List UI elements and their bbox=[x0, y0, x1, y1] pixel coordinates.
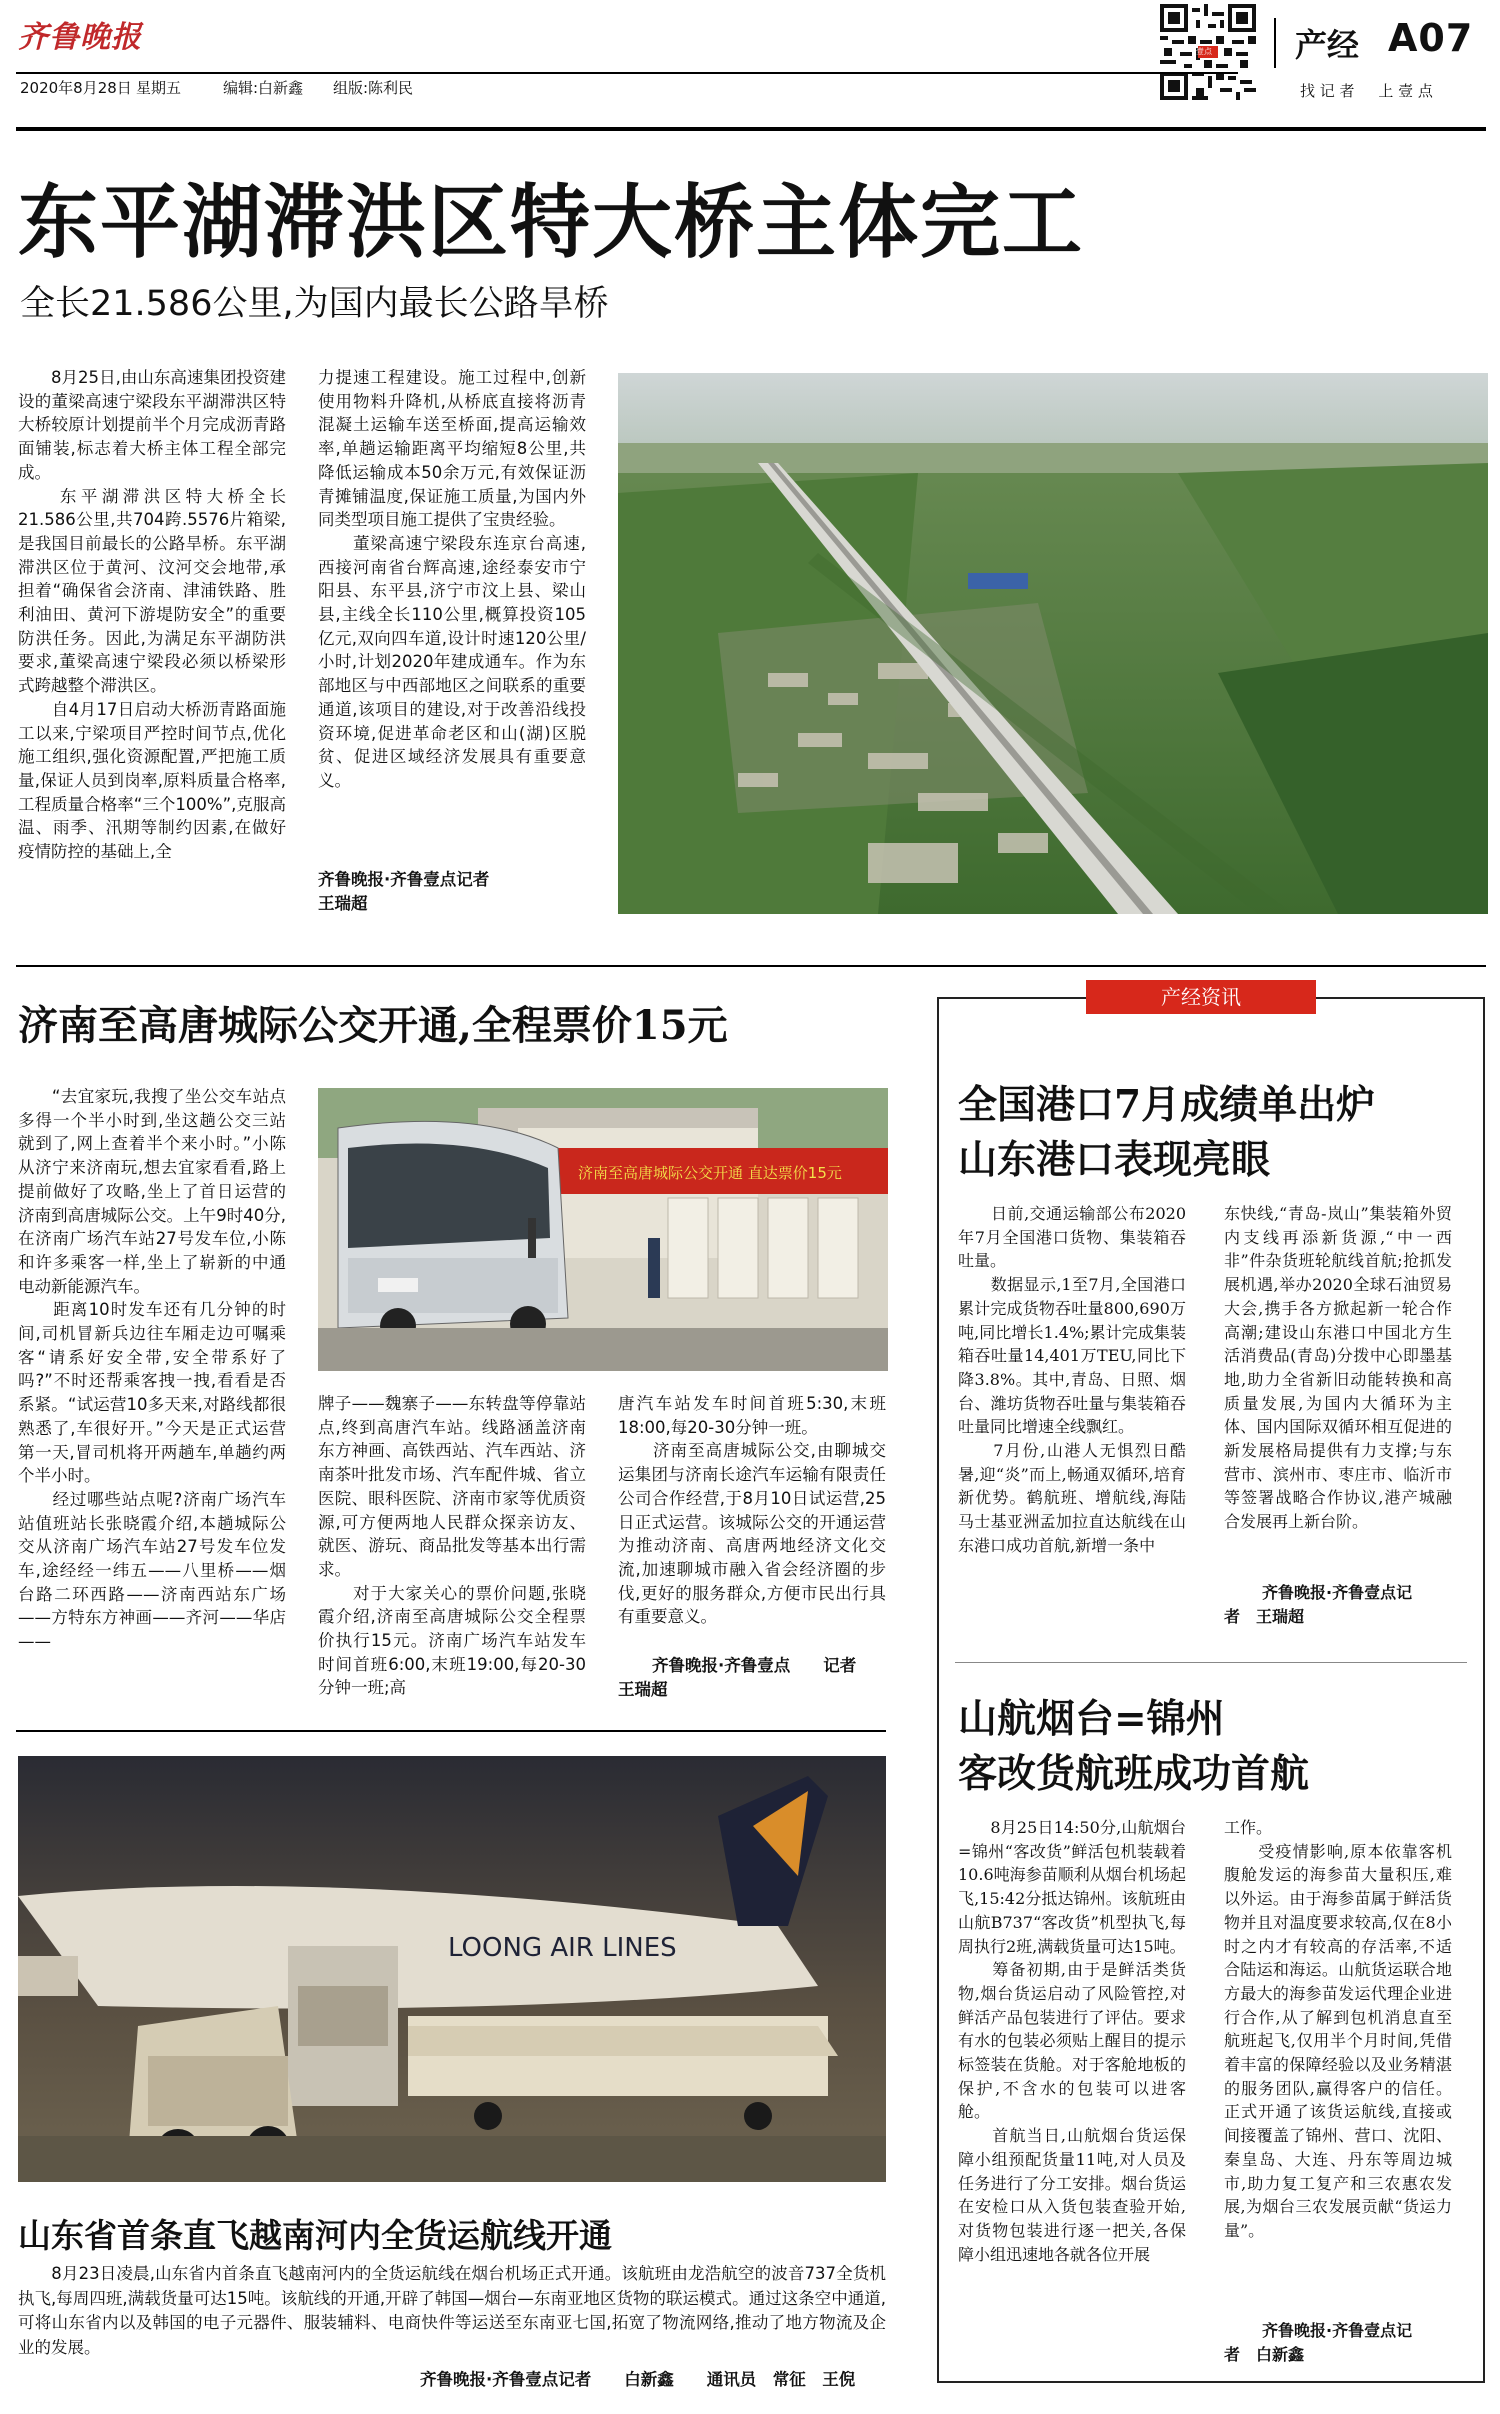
bus-column-1: “去宜家玩,我搜了坐公交车站点多得一个半小时到,坐这趟公交三站就到了,网上查着半个来小时。”小陈从济宁来济南玩,想去宜家看看,路上提前做好了攻略,坐上了首日运营的济南到高唐城际公交。上午9时40分,在济南广场汽车站27号发车位,小陈和许多乘客一样,坐上了崭新的中通电动新能源汽车。 距离10时发车还有几分钟的时间,司机冒新兵边往车厢走边可嘱乘客“请系好安全带,安全带系好了吗?”不时还帮乘客拽一拽,看看是否系紧。“试运营10多天来,对路线都很熟悉了,车很好开。”今天是正式运营第一天,冒司机将开两趟车,单趟约两个半小时。 经过哪些站点呢?济南广场汽车站值班站长张晓霞介绍,本趟城际公交从济南广场汽车站27号发车位发车,途经经一纬五——八里桥——烟台路二环西路——济南西站东广场——方特东方神画——齐河——华店—— bbox=[18, 1087, 286, 1652]
plane-livery: LOONG AIR LINES bbox=[448, 1933, 677, 1963]
air-headline-line2: 客改货航班成功首航 bbox=[958, 1751, 1310, 1797]
air-column-1: 8月25日14:50分,山航烟台=锦州“客改货”鲜活包机装载着10.6吨海参苗顺利从烟台机场起飞,15:42分抵达锦州。该航班由山航B737“客改货”机型执飞,每周执行2班,满载货量可达15吨。 筹备初期,由于是鲜活类货物,烟台货运启动了风险管控,对鲜活产品包装进行了评估。要求有水的包装必须贴上醒目的提示标签装在货舱。对于客舱地板的保护,不含水的包装可以进客舱。 首航当日,山航烟台货运保障小组预配货量11吨,对人员及任务进行了分工安排。烟台货运在安检口从入货包装查验开始,对货物包装进行逐一把关,各保障小组迅速地各就各位开展 bbox=[958, 1818, 1186, 2264]
section-rule-2 bbox=[16, 1730, 886, 1732]
air-byline: 齐鲁晚报·齐鲁壹点记 bbox=[1262, 2321, 1413, 2340]
masthead-divider bbox=[1274, 18, 1276, 68]
bridge-aerial-photo bbox=[618, 373, 1488, 914]
bus-byline-name: 王瑞超 bbox=[618, 1680, 668, 1699]
news-divider bbox=[955, 1662, 1467, 1663]
air-column-2: 工作。 受疫情影响,原本依靠客机腹舱发运的海参苗大量积压,难以外运。由于海参苗属于鲜活货物并且对温度要求较高,仅在8小时之内才有较高的存活率,不适合陆运和海运。山航货运联合地方最大的海参苗发运代理企业进行合作,从了解到包机消息直至航班起飞,仅用半个月时间,凭借着丰富的保障经验以及业务精湛的服务团队,赢得客户的信任。正式开通了该货运航线,直接或间接覆盖了锦州、营口、沈阳、秦皇岛、大连、丹东等周边城市,助力复工复产和三农惠农发展,为烟台三农发展贡献“货运力量”。 bbox=[1224, 1818, 1452, 2240]
section-rule-1 bbox=[16, 965, 1486, 967]
news-label-text: 产经资讯 bbox=[1161, 985, 1241, 1009]
bus-byline: 齐鲁晚报·齐鲁壹点 记者 bbox=[652, 1656, 857, 1675]
top-rule bbox=[16, 127, 1486, 131]
port-headline-line1: 全国港口7月成绩单出炉 bbox=[958, 1082, 1376, 1128]
news-label-tab bbox=[1086, 980, 1316, 1014]
masthead-rule bbox=[16, 72, 1238, 74]
qr-code[interactable] bbox=[1160, 4, 1256, 100]
lead-column-2: 力提速工程建设。施工过程中,创新使用物料升降机,从桥底直接将沥青混凝土运输车送至桥面,提高运输效率,单趟运输距离平均缩短8公里,共降低运输成本50余万元,有效保证沥青摊铺温度,保证施工质量,为国内外同类型项目施工提供了宝贵经验。 董梁高速宁梁段东连京台高速,西接河南省台辉高速,途经泰安市宁阳县、东平县,济宁市汶上县、梁山县,主线全长110公里,概算投资105亿元,双向四车道,设计时速120公里/小时,计划2020年建成通车。作为东部地区与中西部地区之间联系的重要通道,该项目的建设,对于改善沿线投资环境,促进革命老区和山(湖)区脱贫、促进区域经济发展具有重要意义。 bbox=[318, 368, 586, 790]
lead-column-1: 8月25日,由山东高速集团投资建设的董梁高速宁梁段东平湖滞洪区特大桥较原计划提前半个月完成沥青路面铺装,标志着大桥主体工程全部完成。 东平湖滞洪区特大桥全长21.586公里,共704跨.5576片箱梁,是我国目前最长的公路旱桥。东平湖滞洪区位于黄河、汶河交会地带,承担着“确保省会济南、津浦铁路、胜利油田、黄河下游堤防安全”的重要防洪任务。因此,为满足东平湖防洪要求,董梁高速宁梁段必须以桥梁形式跨越整个滞洪区。 自4月17日启动大桥沥青路面施工以来,宁梁项目严控时间节点,优化施工组织,强化资源配置,严把施工质量,保证人员到岗率,原料质量合格率,工程质量合格率“三个100%”,克服高温、雨季、汛期等制约因素,在做好疫情防控的基础上,全 bbox=[18, 368, 286, 862]
issue-weekday: 星期五 bbox=[136, 79, 182, 97]
masthead-slogan: 找 记 者 上 壹 点 bbox=[1300, 82, 1433, 100]
cargo-byline: 齐鲁晚报·齐鲁壹点记者 白新鑫 通讯员 常征 王倪 bbox=[420, 2370, 856, 2389]
issue-date: 2020年8月28日 bbox=[20, 79, 132, 97]
air-headline-line1: 山航烟台=锦州 bbox=[958, 1696, 1225, 1742]
bus-photo bbox=[318, 1088, 888, 1371]
port-byline-name: 者 王瑞超 bbox=[1224, 1607, 1305, 1626]
cargo-headline: 山东省首条直飞越南河内全货运航线开通 bbox=[18, 2216, 612, 2255]
port-column-2: 东快线,“青岛-岚山”集装箱外贸内支线再添新货源,“中一西非”件杂货班轮航线首航;抢抓发展机遇,举办2020全球石油贸易大会,携手各方掀起新一轮合作高潮;建设山东港口中国北方生活消费品(青岛)分拨中心即墨基地,助力全省新旧动能转换和高质量发展,为国内大循环为主体、国内国际双循环相互促进的新发展格局提供有力支撑;与东营市、滨州市、枣庄市、临沂市等签署战略合作协议,港产城融合发展再上新台阶。 bbox=[1224, 1204, 1452, 1532]
cargo-plane-photo bbox=[18, 1756, 886, 2182]
port-column-1: 日前,交通运输部公布2020年7月全国港口货物、集装箱吞吐量。 数据显示,1至7月,全国港口累计完成货物吞吐量800,690万吨,同比增长1.4%;累计完成集装箱吞吐量14,401万TEU,同比下降3.8%。其中,青岛、日照、烟台、潍坊货物吞吐量与集装箱吞吐量同比增速全线飘红。 7月份,山港人无惧烈日酷暑,迎“炎”而上,畅通双循环,培育新优势。鹤航班、增航线,海陆马士基亚洲孟加拉直达航线在山东港口成功首航,新增一条中 bbox=[958, 1204, 1186, 1555]
lead-byline: 齐鲁晚报·齐鲁壹点记者 bbox=[318, 870, 490, 889]
newspaper-logo: 齐鲁晚报 bbox=[18, 20, 142, 55]
lead-headline: 东平湖滞洪区特大桥主体完工 bbox=[18, 175, 1084, 269]
layout-credit: 组版:陈利民 bbox=[333, 79, 414, 97]
bus-headline: 济南至高唐城际公交开通,全程票价15元 bbox=[18, 1002, 728, 1049]
lead-subhead: 全长21.586公里,为国内最长公路旱桥 bbox=[20, 284, 609, 324]
bus-banner: 济南至高唐城际公交开通 直达票价15元 bbox=[578, 1164, 842, 1182]
cargo-body: 8月23日凌晨,山东省内首条直飞越南河内的全货运航线在烟台机场正式开通。该航班由龙浩航空的波音737全货机执飞,每周四班,满载货量可达15吨。该航线的开通,开辟了韩国—烟台—东南亚地区货物的联运模式。通过这条空中通道,可将山东省内以及韩国的电子元器件、服装辅料、电商快件等运送至东南亚七国,拓宽了物流网络,推动了地方物流及企业的发展。 bbox=[18, 2264, 886, 2357]
port-headline-line2: 山东港口表现亮眼 bbox=[958, 1137, 1271, 1183]
qr-badge: 壹点 bbox=[1196, 47, 1212, 56]
bus-column-3: 唐汽车站发车时间首班5:30,末班18:00,每20-30分钟一班。 济南至高唐城际公交,由聊城交运集团与济南长途汽车运输有限责任公司合作经营,于8月10日试运营,25日正式运营。该城际公交的开通运营为推动济南、高唐两地经济文化交流,加速聊城市融入省会经济圈的步伐,更好的服务群众,方便市民出行具有重要意义。 bbox=[618, 1394, 886, 1627]
air-byline-name: 者 白新鑫 bbox=[1224, 2345, 1305, 2364]
port-byline: 齐鲁晚报·齐鲁壹点记 bbox=[1262, 1583, 1413, 1602]
section-name: 产经 bbox=[1295, 26, 1360, 64]
lead-byline-name: 王瑞超 bbox=[318, 894, 368, 913]
bus-column-2: 牌子——魏寨子——东转盘等停靠站点,终到高唐汽车站。线路涵盖济南东方神画、高铁西站、汽车西站、济南茶叶批发市场、汽车配件城、省立医院、眼科医院、济南市家等优质资源,可方便两地人民群众探亲访友、就医、游玩、商品批发等基本出行需求。 对于大家关心的票价问题,张晓霞介绍,济南至高唐城际公交全程票价执行15元。济南广场汽车站发车时间首班6:00,末班19:00,每20-30分钟一班;高 bbox=[318, 1394, 586, 1698]
page-number: A07 bbox=[1388, 16, 1474, 60]
editor-credit: 编辑:白新鑫 bbox=[223, 79, 304, 97]
